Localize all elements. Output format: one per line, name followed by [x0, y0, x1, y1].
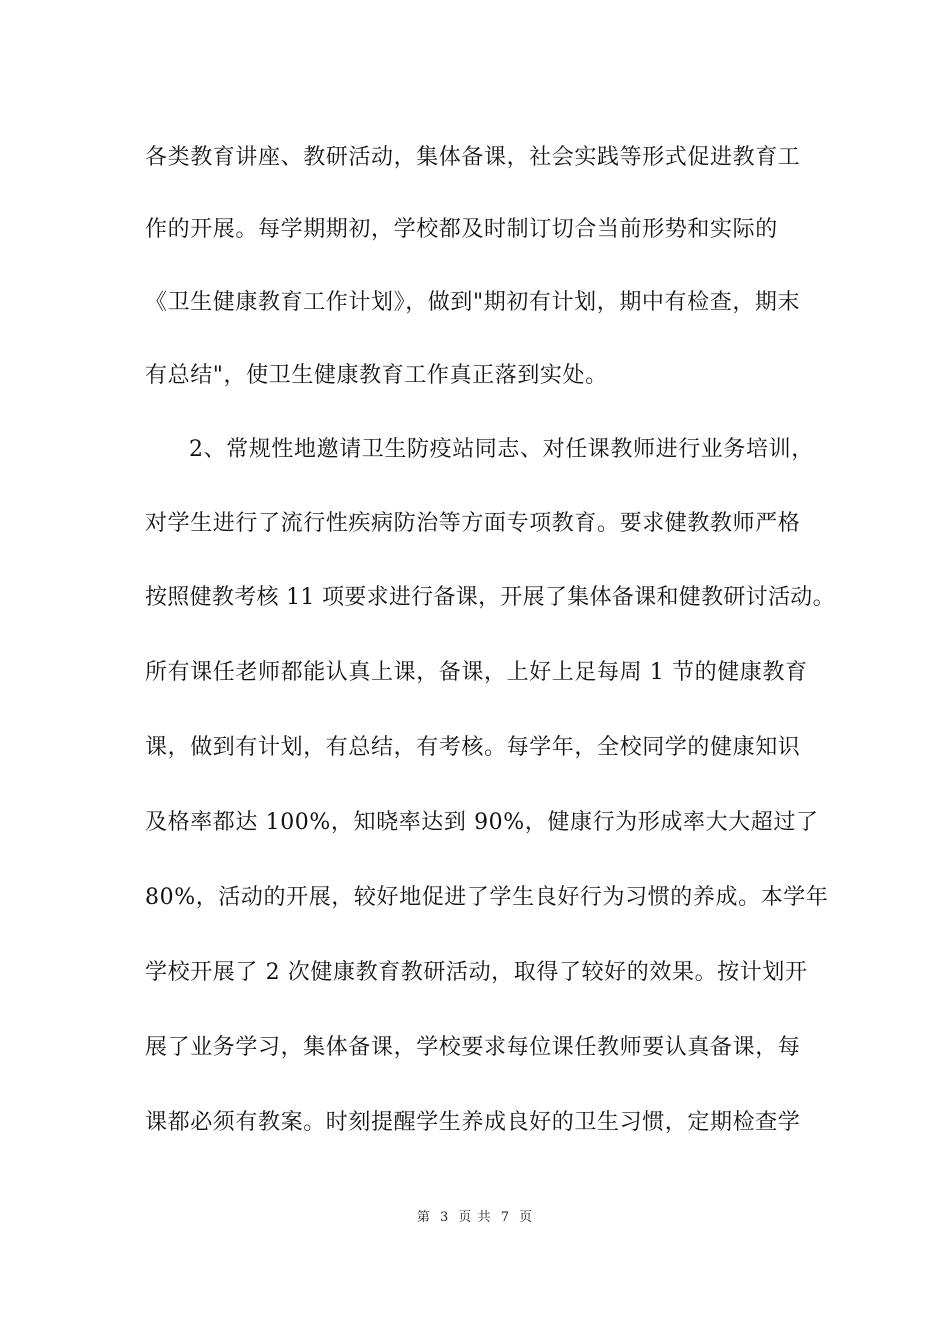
text-line-2: 作的开展。每学期期初，学校都及时制订切合当前形势和实际的: [145, 217, 778, 242]
text-line-4: 有总结"，使卫生健康教育工作真正落到实处。: [145, 363, 608, 388]
text-line-1: 各类教育讲座、教研活动，集体备课，社会实践等形式促进教育工: [145, 145, 801, 170]
text-line-7: 按照健教考核 11 项要求进行备课，开展了集体备课和健教研讨活动。: [145, 585, 835, 610]
page-total: 7: [500, 1210, 510, 1225]
text-line-6: 对学生进行了流行性疾病防治等方面专项教育。要求健教教师严格: [145, 511, 801, 536]
text-line-11: 80%，活动的开展，较好地促进了学生良好行为习惯的养成。本学年: [145, 885, 829, 910]
page-middle: 页 共: [458, 1210, 492, 1225]
text-line-8: 所有课任老师都能认真上课，备课，上好上足每周 1 节的健康教育: [145, 660, 808, 685]
text-line-5: 2、常规性地邀请卫生防疫站同志、对任课教师进行业务培训，: [189, 437, 814, 462]
text-line-9: 课，做到有计划，有总结，有考核。每学年，全校同学的健康知识: [145, 735, 801, 760]
text-line-13: 展了业务学习，集体备课，学校要求每位课任教师要认真备课，每: [145, 1035, 801, 1060]
text-line-3: 《卫生健康教育工作计划》，做到"期初有计划，期中有检查，期末: [145, 290, 801, 315]
text-line-14: 课都必须有教案。时刻提醒学生养成良好的卫生习惯，定期检查学: [145, 1110, 801, 1135]
text-line-10: 及格率都达 100%，知晓率达到 90%，健康行为形成率大大超过了: [145, 810, 819, 835]
text-line-12: 学校开展了 2 次健康教育教研活动，取得了较好的效果。按计划开: [145, 960, 808, 985]
page-current: 3: [440, 1210, 450, 1225]
page-suffix: 页: [519, 1210, 534, 1225]
page-prefix: 第: [416, 1210, 431, 1225]
page-footer: [0, 1209, 950, 1227]
